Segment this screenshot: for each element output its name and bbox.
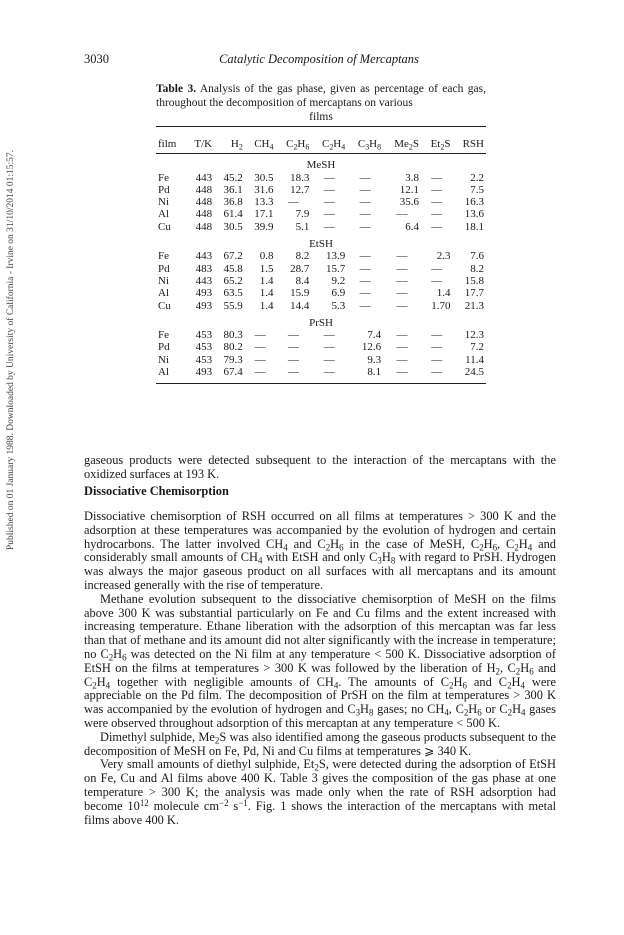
text-run: 2 <box>495 666 500 677</box>
table-cell: — <box>323 171 335 184</box>
text-run: in the case of MeSH, C <box>343 536 480 551</box>
text-run: s <box>228 798 239 813</box>
text-run: 3 <box>377 556 382 567</box>
table-cell: 6.9 <box>331 287 346 300</box>
text-run: 4 <box>258 556 263 567</box>
table-cell: — <box>311 366 347 384</box>
text-run: and C <box>287 536 326 551</box>
table-cell: 80.3 <box>223 329 243 342</box>
table-cell: 9.3 <box>367 353 382 366</box>
text-run: −2 <box>219 797 229 808</box>
text-run: . Fig. 1 shows the interaction of the mercaptans with metal films above 400 K. <box>84 798 557 827</box>
text-run: 2 <box>479 542 484 553</box>
table-cell: — <box>421 366 452 384</box>
table-cell: 0.8 <box>259 250 274 263</box>
text-run: 2 <box>92 680 97 691</box>
table-cell: 13.3 <box>254 196 274 209</box>
text-run: or C <box>481 702 508 717</box>
col-rsh: RSH <box>452 127 486 154</box>
col-c3h8: $C_3H_8$ <box>347 127 383 154</box>
text-run: 2 <box>325 542 331 553</box>
body-paragraph <box>84 510 556 593</box>
text-run: S was also identified among the gaseous products subsequent to the decomposition of MeSH on Fe, Pd, Ni and Cu films at temperatures ⩾ 340 K. <box>84 729 556 758</box>
col-me2s: $Me_2S$ <box>383 127 421 154</box>
table-cell: 63.5 <box>223 287 243 300</box>
group-label: EtSH <box>309 238 333 251</box>
col-ch4: $CH_4$ <box>245 127 276 154</box>
text-run: 2 <box>108 652 114 663</box>
table-cell: 443 <box>195 250 213 263</box>
table-cell: 3.8 <box>405 171 419 184</box>
table-cell: — <box>323 329 335 342</box>
table-cell: 443 <box>195 274 213 287</box>
table-cell: — <box>431 220 443 233</box>
text-run: 2 <box>463 707 469 718</box>
table-cell: 30.5 <box>223 220 243 233</box>
table-cell: — <box>396 341 408 354</box>
table-cell: — <box>323 183 335 196</box>
table-cell: 448 <box>195 183 213 196</box>
table-cell: — <box>383 366 421 384</box>
body-paragraph <box>84 593 556 731</box>
table-group-row <box>156 312 486 329</box>
text-run: and C <box>466 674 508 689</box>
col-h2: $H_2$ <box>214 127 245 154</box>
text-run: molecule cm <box>148 798 220 813</box>
table-cell: — <box>431 274 443 287</box>
table-cell: 8.2 <box>470 262 484 275</box>
col-c2h6: $C_2H_6$ <box>275 127 311 154</box>
table-cell: — <box>323 353 335 366</box>
table-cell: 443 <box>195 171 213 184</box>
table-cell: — <box>359 171 371 184</box>
table-cell: 1.4 <box>436 287 451 300</box>
table-cell: 2.3 <box>436 250 451 263</box>
table-cell: 15.8 <box>464 274 484 287</box>
table-cell: — <box>254 329 266 342</box>
table-cell: 21.3 <box>464 299 484 312</box>
table-cell: — <box>396 299 408 312</box>
text-run: gases were observed throughout adsorption of this mercaptan at any temperature < 500 K. <box>84 702 556 730</box>
table-cell: — <box>287 196 299 209</box>
table-cell: — <box>287 329 299 342</box>
table-cell: — <box>396 287 408 300</box>
text-run: , C <box>499 660 516 675</box>
table-cell: 45.2 <box>223 171 243 184</box>
table-cell: 14.4 <box>290 299 310 312</box>
film-cell: Al <box>158 287 169 300</box>
col-c2h4: $C_2H_4$ <box>311 127 347 154</box>
text-run: 2 <box>507 680 512 691</box>
table-cell: 13.6 <box>464 208 484 221</box>
table-cell: 1.4 <box>259 274 274 287</box>
text-run: 8 <box>390 556 396 567</box>
table-cell: 483 <box>195 262 213 275</box>
text-run: H <box>520 660 530 675</box>
text-run: 2 <box>515 666 521 677</box>
text-run: 2 <box>507 707 513 718</box>
table-cell: 7.6 <box>470 250 484 263</box>
text-run: 6 <box>492 542 498 553</box>
table-row <box>156 300 486 312</box>
text-run: H <box>330 536 340 551</box>
text-run: H <box>518 536 528 551</box>
table-cell: 8.1 <box>347 366 383 384</box>
text-run: 6 <box>477 707 482 718</box>
table-row <box>156 263 486 275</box>
table-cell: 448 <box>195 208 213 221</box>
table-row <box>156 172 486 184</box>
text-run: gases; no CH <box>373 702 445 717</box>
table-cell: — <box>431 171 443 184</box>
body-paragraph <box>84 731 556 759</box>
text-run: , C <box>497 536 515 551</box>
table-cell: — <box>431 183 443 196</box>
table-cell: 1.5 <box>259 262 274 275</box>
text-run: 2 <box>214 735 220 746</box>
table-cell: 8.4 <box>295 274 310 287</box>
film-cell: Pd <box>158 262 170 275</box>
table-cell: 448 <box>195 196 213 209</box>
table-cell: — <box>287 341 299 354</box>
table-cell: — <box>431 341 443 354</box>
table-cell: 5.1 <box>295 220 310 233</box>
film-cell: Ni <box>158 196 169 209</box>
table-cell: 18.3 <box>290 171 310 184</box>
text-run: 4 <box>444 707 449 718</box>
table-cell: 28.7 <box>290 262 310 275</box>
table-cell: 17.7 <box>464 287 484 300</box>
table-label: Table 3. <box>156 83 197 95</box>
text-run: 4 <box>333 680 339 691</box>
table-cell: 31.6 <box>254 183 274 196</box>
table-cell: 12.7 <box>290 183 310 196</box>
table-cell: — <box>396 262 408 275</box>
text-run: 4 <box>105 680 111 691</box>
table-cell: 12.1 <box>399 183 419 196</box>
table-group-row <box>156 154 486 172</box>
table-cell: — <box>359 250 371 263</box>
table-cell: 67.4 <box>214 366 245 384</box>
film-cell: Al <box>158 208 169 221</box>
group-label: PrSH <box>309 316 333 329</box>
table-cell: 7.5 <box>470 183 484 196</box>
table-cell: 8.2 <box>295 250 310 263</box>
table-row <box>156 221 486 233</box>
text-run: 4 <box>283 542 288 553</box>
film-cell: Cu <box>158 220 171 233</box>
table-cell: — <box>359 196 371 209</box>
text-run: Very small amounts of diethyl sulphide, Et <box>100 757 315 772</box>
table-cell: 55.9 <box>223 299 243 312</box>
text-run: H <box>96 674 106 689</box>
table-cell: — <box>431 353 443 366</box>
text-run: H <box>453 674 463 689</box>
table-cell: 12.6 <box>361 341 382 354</box>
table-header-row <box>156 127 486 154</box>
text-run: H <box>113 646 123 661</box>
table-cell: — <box>245 366 276 384</box>
download-notice <box>2 120 20 580</box>
table-cell: 9.2 <box>331 274 346 287</box>
table-cell: 7.2 <box>470 341 484 354</box>
table-row <box>156 184 486 196</box>
page-header <box>84 52 554 68</box>
text-run: Dissociative chemisorption of RSH occurred on all films at temperatures > 300 K and the adsorption at these temperatures was accompanied by the evolution of hydrogen and certain hydrocarbons. The latter involved CH <box>84 509 556 551</box>
col-temperature: T/K <box>185 127 214 154</box>
table-cell: 1.70 <box>431 299 451 312</box>
text-run: 6 <box>339 542 344 553</box>
table-cell: 5.3 <box>331 299 346 312</box>
text-run: Methane evolution subsequent to the dissociative chemisorption of MeSH on the films above 300 K was substantial particularly on Fe and Cu films and the extent increased with increasing temperature. Ethane liberation with the adsorption of this mercaptan was far less than that of methane and its amount did not alter significantly with the increase in temperature; no C <box>84 591 556 661</box>
table-group-row <box>156 233 486 250</box>
text-run: together with negligible amounts of CH <box>110 674 334 689</box>
table-cell: — <box>396 274 408 287</box>
text-run: H <box>483 536 493 551</box>
caption-line-1: Analysis of the gas phase, given as percentage of each <box>199 83 464 95</box>
film-cell: Ni <box>158 353 169 366</box>
text-run: 6 <box>462 680 467 691</box>
table-cell: 453 <box>195 329 213 342</box>
table-cell: 2.2 <box>470 171 484 184</box>
table-cell: — <box>323 220 335 233</box>
text-run: 4 <box>527 542 533 553</box>
table-cell: 453 <box>195 353 213 366</box>
table-cell: 1.4 <box>259 299 274 312</box>
table-cell: 35.6 <box>399 196 419 209</box>
text-run: with regard to PrSH. Hydrogen was always the major gaseous product on all surfaces with all mercaptans and its amount increased generally with the rise of temperature. <box>84 550 556 592</box>
table-cell: — <box>254 341 266 354</box>
text-run: H <box>360 702 369 717</box>
table-cell: 18.1 <box>464 220 484 233</box>
table-cell: 24.5 <box>452 366 486 384</box>
page-number: 3030 <box>84 52 109 66</box>
table-body <box>156 154 486 384</box>
table-cell: 453 <box>195 341 213 354</box>
table-cell: — <box>359 299 371 312</box>
table-cell: — <box>323 208 335 221</box>
table-cell: — <box>431 208 443 221</box>
table-cell: — <box>254 353 266 366</box>
intro-paragraph <box>84 454 556 482</box>
table-cell: — <box>287 353 299 366</box>
table-cell: — <box>323 196 335 209</box>
table-cell: — <box>359 262 371 275</box>
table-cell: — <box>359 183 371 196</box>
intro-text: gaseous products were detected subsequent to the interaction of the mercaptans with the oxidized surfaces at 193 K. <box>84 453 556 481</box>
film-cell: Al <box>156 366 185 384</box>
text-run: and C <box>84 660 556 689</box>
table-cell: 448 <box>195 220 213 233</box>
table-row <box>156 366 486 384</box>
film-cell: Pd <box>158 183 170 196</box>
table-row <box>156 250 486 262</box>
film-cell: Fe <box>158 250 169 263</box>
table-row <box>156 196 486 208</box>
table-row <box>156 287 486 299</box>
table-cell: 16.3 <box>464 196 484 209</box>
table-cell: 61.4 <box>223 208 243 221</box>
table-cell: — <box>359 274 371 287</box>
table-row <box>156 354 486 366</box>
text-run: 4 <box>521 707 526 718</box>
text-run: 2 <box>514 542 519 553</box>
caption-line-3: films <box>309 111 333 123</box>
text-run: 6 <box>529 666 534 677</box>
text-run: H <box>468 702 478 717</box>
text-run: was detected on the Ni film at any temperature < 500 K. Dissociative adsorption of EtSH on the films at temperatures > 300 K was followed by the liberation of H <box>84 646 556 675</box>
table-cell: 12.3 <box>464 329 484 342</box>
table-cell: — <box>431 196 443 209</box>
table-cell: 80.2 <box>223 341 243 354</box>
table-cell: 30.5 <box>254 171 274 184</box>
table-cell: 7.4 <box>367 329 382 342</box>
film-cell: Fe <box>158 329 169 342</box>
table-cell: 45.8 <box>223 262 243 275</box>
table-cell: 13.9 <box>325 250 346 263</box>
table-cell: — <box>359 287 371 300</box>
table-cell: — <box>323 341 335 354</box>
text-run: 2 <box>314 763 319 774</box>
table-cell: 493 <box>195 287 213 300</box>
table-row <box>156 275 486 287</box>
text-run: H <box>511 674 521 689</box>
text-run: 3 <box>355 707 361 718</box>
text-run: 8 <box>369 707 374 718</box>
table-row <box>156 341 486 353</box>
text-run: 12 <box>139 797 149 808</box>
table-cell: — <box>396 353 408 366</box>
table-cell: 6.4 <box>405 220 419 233</box>
table-cell: 17.1 <box>254 208 274 221</box>
text-run: −1 <box>238 797 248 808</box>
table-cell: 493 <box>185 366 214 384</box>
group-label: MeSH <box>306 159 336 172</box>
table-cell: 39.9 <box>254 220 274 233</box>
section-title: Dissociative Chemisorption <box>84 484 229 498</box>
table-cell: 36.8 <box>223 196 243 209</box>
table-cell: 493 <box>195 299 213 312</box>
film-cell: Fe <box>158 171 169 184</box>
table-cell: — <box>396 250 408 263</box>
table-cell: — <box>359 208 371 221</box>
caption-line-2: gas, throughout the decomposition of mercaptans on various <box>156 83 486 109</box>
table-cell: 36.1 <box>223 183 243 196</box>
text-run: H <box>381 550 391 565</box>
table-cell: 15.7 <box>325 262 346 275</box>
col-film: film <box>156 127 185 154</box>
table-row <box>156 208 486 220</box>
table-cell: — <box>431 329 443 342</box>
text-run: H <box>512 702 522 717</box>
text-run: S, were detected during the adsorption of EtSH on Fe, Cu and Al films above 400 K. Table 3 gives the composition of the gas phase at one temperature > 300 K; the analysis was made only when the rate of RSH adsorption had become 10 <box>84 757 556 813</box>
text-run: , C <box>448 702 464 717</box>
text-run: 4 <box>520 680 525 691</box>
table-cell: 7.9 <box>295 208 310 221</box>
text-run: . The amounts of C <box>338 674 450 689</box>
table-cell: — <box>396 208 408 221</box>
film-cell: Pd <box>158 341 170 354</box>
download-notice-text: Published on 01 January 1988. Downloaded by University of California - Irvine on 31/10/2014 01:15:57. <box>6 149 16 551</box>
gas-phase-table <box>156 126 486 384</box>
table-cell: — <box>431 262 443 275</box>
film-cell: Cu <box>158 299 171 312</box>
table-cell: 15.9 <box>290 287 310 300</box>
body-paragraph <box>84 758 556 827</box>
table-cell: — <box>275 366 311 384</box>
text-run: were appreciable on the Pd film. The decomposition of PrSH on the film at temperatures > 300 K was accompanied by the evolution of hydrogen and C <box>84 674 556 717</box>
running-title: Catalytic Decomposition of Mercaptans <box>219 52 419 66</box>
text-run: with EtSH and only C <box>262 550 378 565</box>
table-cell: 11.4 <box>465 353 484 366</box>
text-run: and considerably small amounts of CH <box>84 536 556 565</box>
col-et2s: $Et_2S$ <box>421 127 452 154</box>
table-cell: 79.3 <box>223 353 243 366</box>
film-cell: Ni <box>158 274 169 287</box>
text-run: 6 <box>122 652 127 663</box>
table-cell: 67.2 <box>223 250 243 263</box>
text-run: Dimethyl sulphide, Me <box>100 729 215 744</box>
table-cell: — <box>396 329 408 342</box>
table-cell: 65.2 <box>223 274 243 287</box>
table-row <box>156 329 486 341</box>
main-body <box>84 510 556 827</box>
text-run: 2 <box>449 680 454 691</box>
table-cell: 1.4 <box>259 287 274 300</box>
table-cell: — <box>359 220 371 233</box>
table-caption <box>156 82 486 124</box>
